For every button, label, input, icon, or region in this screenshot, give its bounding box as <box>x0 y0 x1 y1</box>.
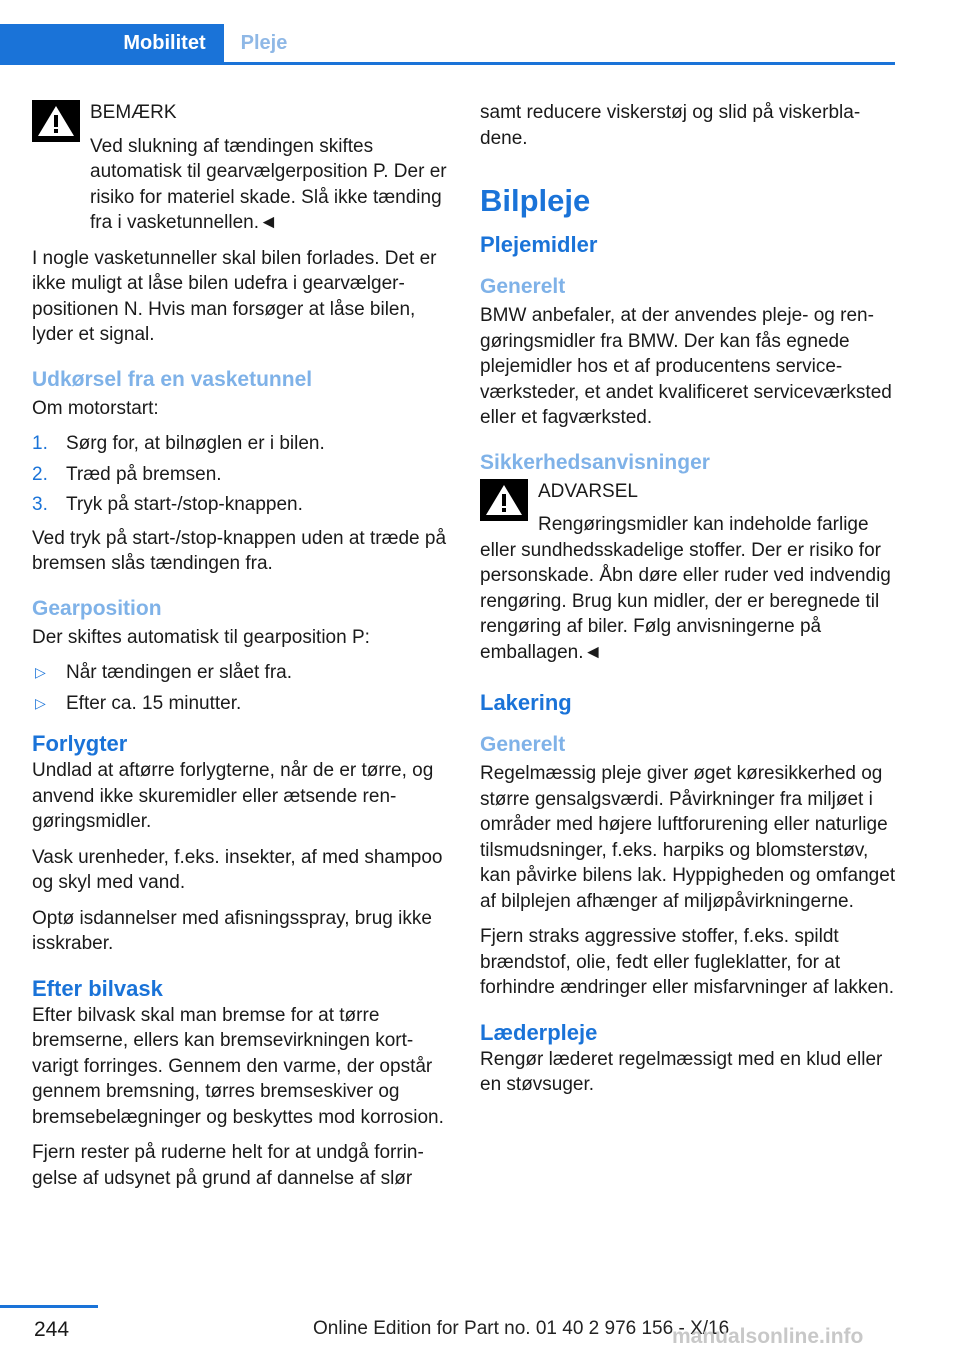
section-heading: Udkørsel fra en vasketunnel <box>32 367 313 391</box>
bullet-list <box>32 660 447 716</box>
notice-title: ADVARSEL <box>538 480 638 502</box>
section-heading: Læderpleje <box>480 1019 598 1045</box>
section-heading: Gearposition <box>32 596 162 620</box>
warning-icon <box>480 479 528 521</box>
step-number: 3. <box>32 494 48 515</box>
notice-text: Rengøringsmidler kan indeholde farlige eller sundhedsskadelige stoffer. Der er risiko for personskade. Åbn døre eller ruder ved indvendig rengøring. Brug kun midler, der er beregnede til rengøring af biler. Følg anvisningerne på emballagen.◄ <box>480 514 891 663</box>
paragraph: Efter bilvask skal man bremse for at tørre bremserne, ellers kan bremsevirkningen kortvarigt forringes. Gennem den varme, der opstår gennem bremsning, tørres bremseskiver og bremsebelægninger og beskyttes mod korrosion. <box>32 1004 444 1128</box>
bullet-item <box>32 691 447 717</box>
subsection-heading: Sikkerhedsanvisninger <box>480 450 710 474</box>
step-item <box>32 492 447 518</box>
paragraph: Undlad at aftørre forlygterne, når de er tørre, og anvend ikke skuremidler eller ætsende rengøringsmidler. <box>32 760 434 832</box>
notice-bemaerk <box>32 100 447 236</box>
step-text: Tryk på start-/stop-knappen. <box>66 494 303 515</box>
paragraph: I nogle vasketunneller skal bilen forlades. Det er ikke muligt at låse bilen udefra i gearvælgerpositionen N. Hvis man forsøger at låse bilen, lyder et signal. <box>32 247 437 345</box>
warning-icon <box>32 100 80 142</box>
step-number: 2. <box>32 463 48 485</box>
header-accent-block <box>0 24 105 62</box>
triangle-bullet-icon: ▷ <box>35 694 46 711</box>
paragraph: Ved tryk på start-/stop-knappen uden at træde på bremsen slås tændingen fra. <box>32 527 447 574</box>
paragraph: Fjern straks aggressive stoffer, f.eks. spildt brændstof, olie, fedt eller fugleklatter, for at forhindre ændringer eller misfarvninger af lakken. <box>480 926 894 998</box>
step-item <box>32 431 447 457</box>
tab-mobilitet[interactable]: Mobilitet <box>105 24 224 62</box>
watermark: manualsonline.info <box>672 1325 864 1348</box>
step-list <box>32 431 447 518</box>
step-number: 1. <box>32 433 48 454</box>
chapter-heading: Bilpleje <box>480 183 591 218</box>
section-heading: Lakering <box>480 690 572 715</box>
step-item <box>32 462 447 488</box>
edition-footer: Online Edition for Part no. 01 40 2 976 156 - X/16 <box>313 1318 730 1339</box>
section-heading: Forlygter <box>32 731 128 756</box>
triangle-bullet-icon: ▷ <box>35 664 46 680</box>
bullet-text: Når tændingen er slået fra. <box>66 662 293 683</box>
tab-pleje[interactable]: Pleje <box>224 24 304 62</box>
section-heading: Plejemidler <box>480 232 598 257</box>
notice-advarsel <box>480 479 898 666</box>
paragraph: Om motorstart: <box>32 397 159 419</box>
step-text: Træd på bremsen. <box>66 463 222 485</box>
bullet-item <box>32 660 447 686</box>
paragraph: Fjern rester på ruderne helt for at undgå forringelse af udsynet på grund af dannelse af slør <box>32 1142 424 1189</box>
paragraph: samt reducere viskerstøj og slid på viskerbladene. <box>480 102 861 149</box>
paragraph: Vask urenheder, f.eks. insekter, af med shampoo og skyl med vand. <box>32 846 443 893</box>
notice-title: BEMÆRK <box>90 102 177 123</box>
bullet-text: Efter ca. 15 minutter. <box>66 692 242 714</box>
notice-text: Ved slukning af tændingen skiftes automatisk til gearvælgerposition P. Der er risiko for materiel skade. Slå ikke tænding fra i vasketunnellen.◄ <box>90 135 447 233</box>
left-column <box>32 100 447 1201</box>
paragraph: BMW anbefaler, at der anvendes pleje- og rengøringsmidler fra BMW. Der kan fås egnede plejemidler hos et af producentens serviceværksteder, et andet kvalificeret serviceværksted eller et fagværksted. <box>480 305 892 428</box>
header-bar <box>0 24 895 65</box>
paragraph: Rengør læderet regelmæssigt med en klud eller en støvsuger. <box>480 1048 883 1095</box>
subsection-heading: Generelt <box>480 733 566 756</box>
paragraph: Optø isdannelser med afisningsspray, brug ikke isskraber. <box>32 907 432 954</box>
step-text: Sørg for, at bilnøglen er i bilen. <box>66 433 325 454</box>
paragraph: Regelmæssig pleje giver øget køresikkerhed og større gensalgsværdi. Påvirkninger fra miljøet i områder med højere luftforurening eller naturlige tilsmudsninger, f.eks. harpiks og blomsterstøv, kan påvirke bilens lak. Hyppigheden og omfanget af bilplejen afhænger af miljøpåvirkningerne. <box>480 763 896 912</box>
page-number: 244 <box>34 1318 70 1341</box>
page-number-bar <box>0 1305 98 1308</box>
right-column <box>480 100 898 1108</box>
section-heading: Efter bilvask <box>32 975 163 1001</box>
paragraph: Der skiftes automatisk til gearposition P: <box>32 626 370 648</box>
subsection-heading: Generelt <box>480 275 566 298</box>
